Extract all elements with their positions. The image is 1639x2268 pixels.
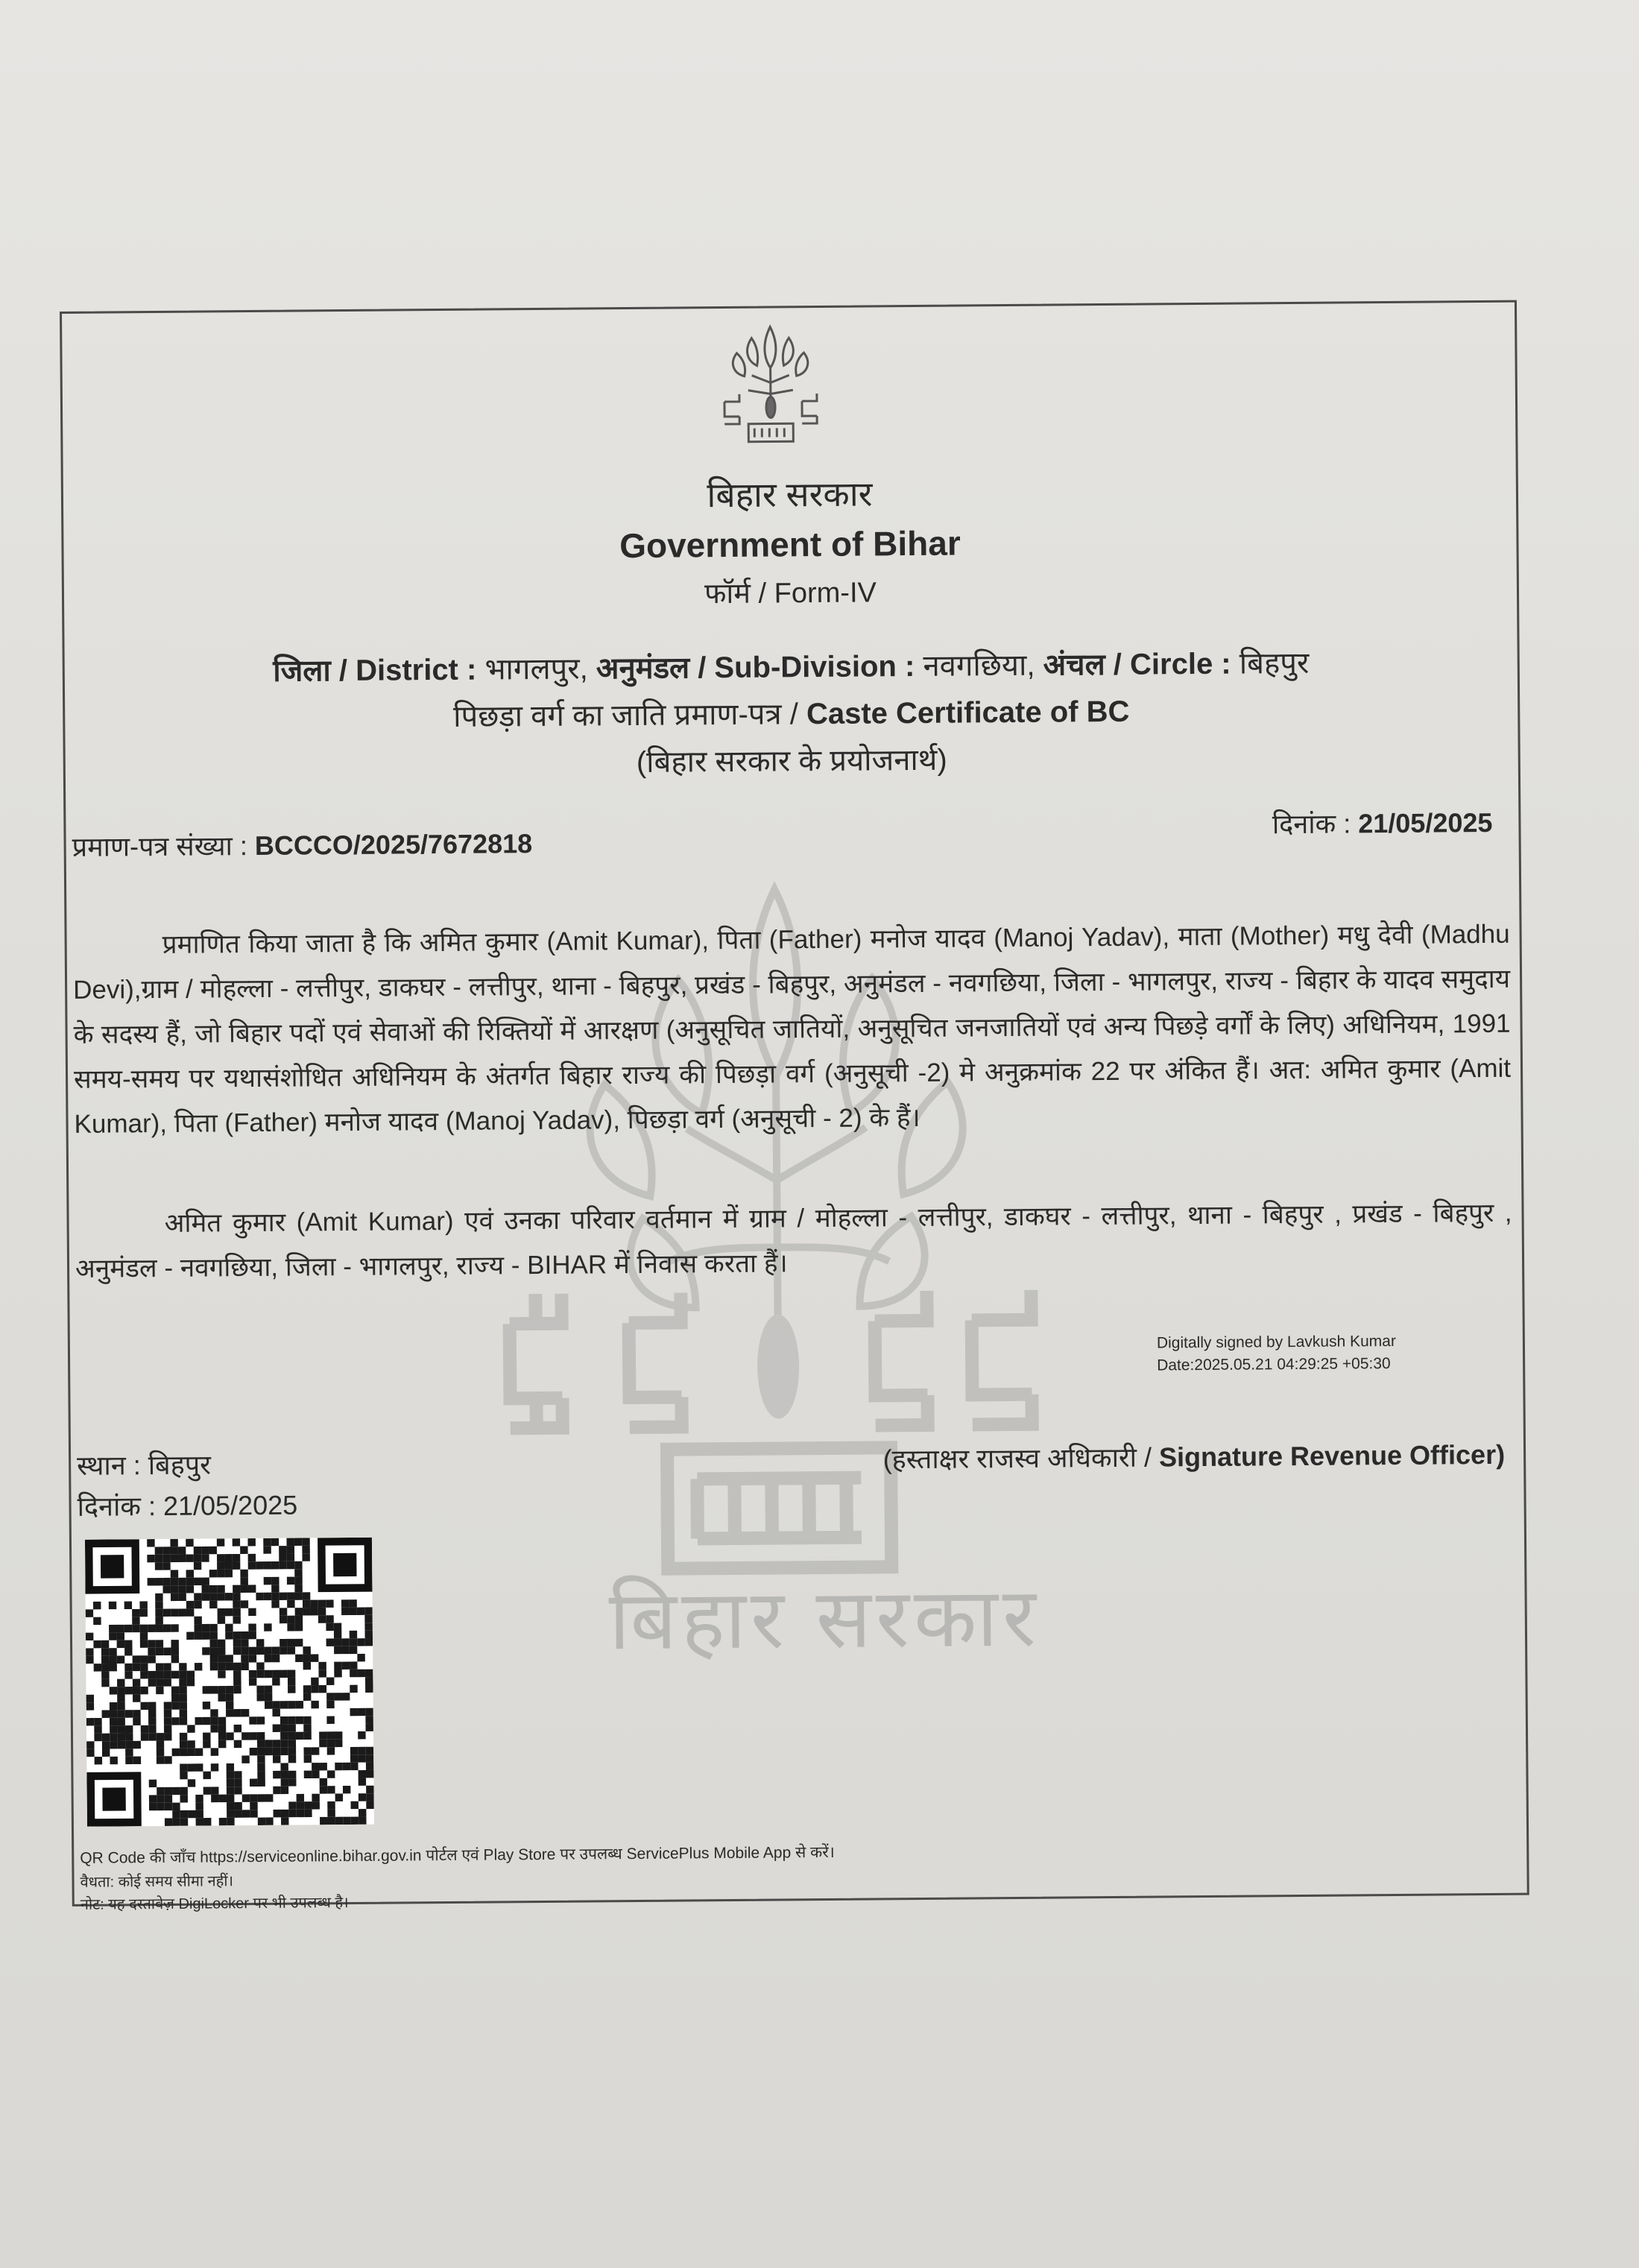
district-label: जिला / District : xyxy=(273,653,477,688)
certificate-number xyxy=(72,824,532,865)
issue-date-label: दिनांक : xyxy=(1272,808,1351,840)
certificate-purpose: (बिहार सरकार के प्रयोजनार्थ) xyxy=(636,743,947,779)
subdivision-label: अनुमंडल / Sub-Division : xyxy=(596,650,915,686)
certificate-body-paragraph-2: अमित कुमार (Amit Kumar) एवं उनका परिवार वर्तमान में ग्राम / मोहल्ला - लत्तीपुर, डाकघर - लत्तीपुर, थाना - बिहपुर , प्रखंड - बिहपुर , अनुमंडल - नवगछिया, जिला - भागलपुर, राज्य - BIHAR में निवास करता हैं। xyxy=(75,1198,1512,1283)
signature-label-hindi: (हस्ताक्षर राजस्व अधिकारी / xyxy=(882,1441,1152,1475)
certificate-title-hindi: पिछड़ा वर्ग का जाति प्रमाण-पत्र / xyxy=(452,698,799,733)
footer-digilocker-note: नोट: यह दस्तावेज़ DigiLocker पर भी उपलब्ध है। xyxy=(80,1895,349,1913)
digital-signature xyxy=(1157,1330,1396,1377)
circle-value: बिहपुर xyxy=(1239,646,1310,680)
watermark-text: बिहार सरकार xyxy=(608,1571,1041,1667)
footer-qr-note: QR Code की जाँच https://serviceonline.bihar.gov.in पोर्टल एवं Play Store पर उपलब्ध ServicePlus Mobile App से करें। xyxy=(80,1843,835,1867)
place: स्थान : बिहपुर xyxy=(77,1449,212,1481)
certificate-title-english: Caste Certificate of BC xyxy=(806,695,1130,731)
signature-label-english: Signature Revenue Officer) xyxy=(1158,1438,1506,1473)
digital-signature-date: Date:2025.05.21 04:29:25 +05:30 xyxy=(1157,1355,1391,1374)
circle-label: अंचल / Circle : xyxy=(1043,647,1231,682)
certificate-body-paragraph-1: प्रमाणित किया जाता है कि अमित कुमार (Amit Kumar), पिता (Father) मनोज यादव (Manoj Yadav), माता (Mother) मधु देवी (Madhu Devi),ग्राम / मोहल्ला - लत्तीपुर, डाकघर - लत्तीपुर, थाना - बिहपुर, प्रखंड - बिहपुर, अनुमंडल - नवगछिया, जिला - भागलपुर, राज्य - बिहार के यादव समुदाय के सदस्य हैं, जो बिहार पदों एवं सेवाओं की रिक्तियों में आरक्षण (अनुसूचित जातियों, अनुसूचित जनजातियों एवं अन्य पिछड़े वर्गों के लिए) अधिनियम, 1991 समय-समय पर यथासंशोधित अधिनियम के अंतर्गत बिहार राज्य की पिछड़ा वर्ग (अनुसूची -2) मे अनुक्रमांक 22 पर अंकित हैं। अत: अमित कुमार (Amit Kumar), पिता (Father) मनोज यादव (Manoj Yadav), पिछड़ा वर्ग (अनुसूची - 2) के हैं। xyxy=(72,919,1512,1139)
issue-date xyxy=(1272,803,1493,841)
certificate-frame xyxy=(60,300,1529,1913)
header-hindi-title: बिहार सरकार xyxy=(707,474,873,515)
location-line xyxy=(65,639,1518,692)
subdivision-value: नवगछिया, xyxy=(923,648,1035,683)
header-english-title: Government of Bihar xyxy=(619,523,961,566)
form-number: फॉर्म / Form-IV xyxy=(704,577,877,610)
certificate-number-value: BCCCO/2025/7672818 xyxy=(254,828,533,861)
certificate-title xyxy=(65,686,1518,739)
footer-validity: वैधता: कोई समय सीमा नहीं। xyxy=(80,1873,234,1891)
qr-code-icon[interactable] xyxy=(85,1538,374,1827)
certificate-number-label: प्रमाण-पत्र संख्या : xyxy=(72,830,248,862)
date-bottom: दिनांक : 21/05/2025 xyxy=(77,1489,298,1522)
issue-date-value: 21/05/2025 xyxy=(1358,806,1493,839)
signature-label xyxy=(883,1435,1506,1477)
district-value: भागलपुर, xyxy=(484,652,588,686)
digital-signature-signer: Digitally signed by Lavkush Kumar xyxy=(1156,1332,1396,1352)
bihar-state-emblem-icon xyxy=(710,319,830,446)
